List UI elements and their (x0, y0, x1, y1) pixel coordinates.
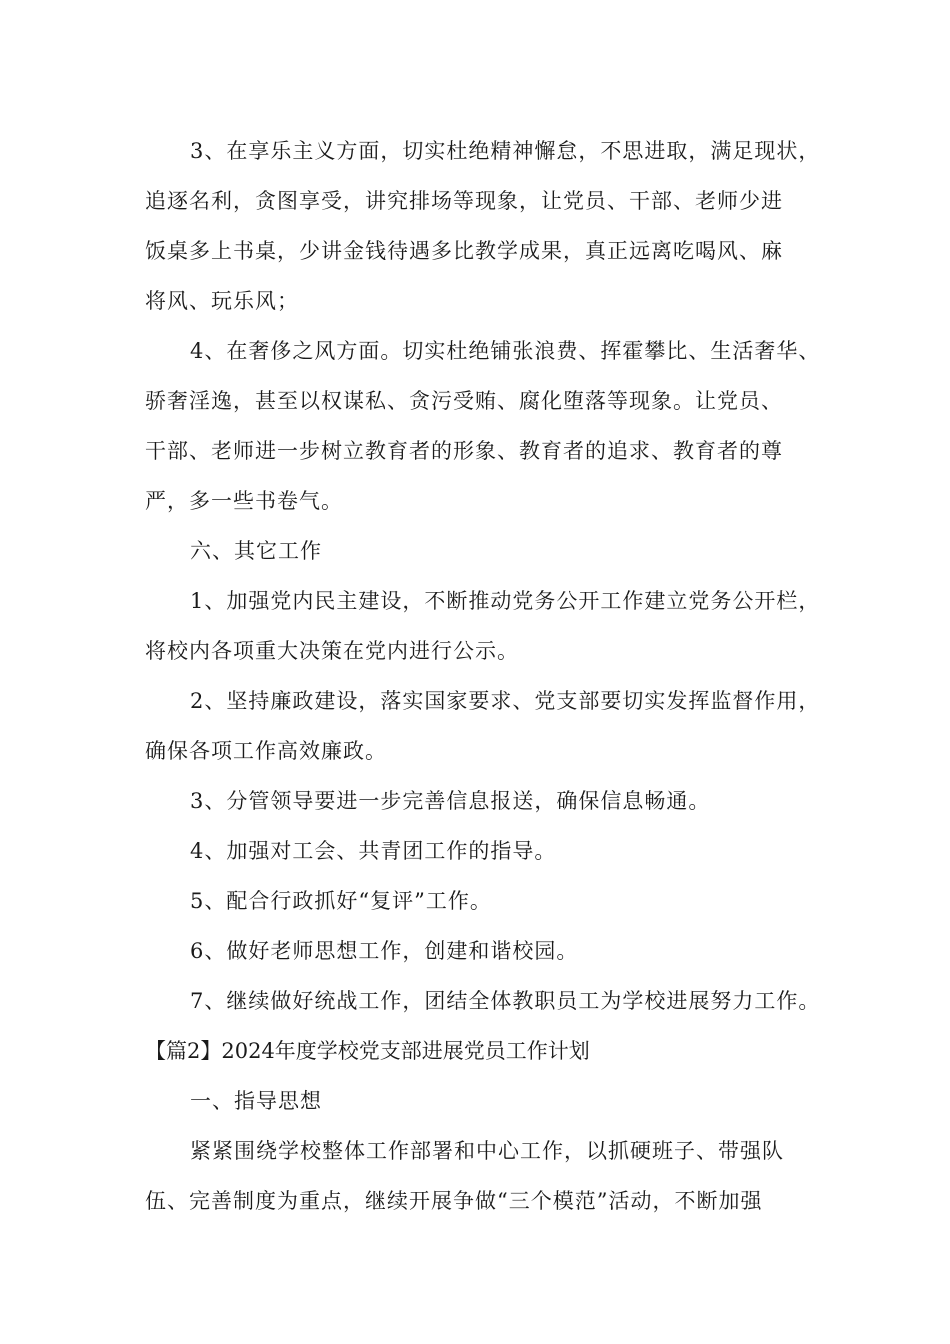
paragraph-line: 严，多一些书卷气。 (145, 489, 343, 513)
paragraph-line: 4、加强对工会、共青团工作的指导。 (190, 839, 557, 863)
paragraph-line: 紧紧围绕学校整体工作部署和中心工作，以抓硬班子、带强队 (190, 1139, 784, 1163)
paragraph-line: 追逐名利，贪图享受，讲究排场等现象，让党员、干部、老师少进 (145, 189, 783, 213)
section-heading: 一、指导思想 (190, 1089, 322, 1113)
paragraph-line: 骄奢淫逸，甚至以权谋私、贪污受贿、腐化堕落等现象。让党员、 (145, 389, 783, 413)
paragraph-line: 确保各项工作高效廉政。 (145, 739, 387, 763)
paragraph-line: 干部、老师进一步树立教育者的形象、教育者的追求、教育者的尊 (145, 439, 783, 463)
paragraph-line: 4、在奢侈之风方面。切实杜绝铺张浪费、挥霍攀比、生活奢华、 (190, 339, 821, 363)
paragraph-line: 3、分管领导要进一步完善信息报送，确保信息畅通。 (190, 789, 711, 813)
paragraph-line: 2、坚持廉政建设，落实国家要求、党支部要切实发挥监督作用， (190, 689, 821, 713)
paragraph-line: 饭桌多上书桌，少讲金钱待遇多比教学成果，真正远离吃喝风、麻 (145, 239, 783, 263)
paragraph-line: 将风、玩乐风； (145, 289, 299, 313)
paragraph-line: 伍、完善制度为重点，继续开展争做“三个模范”活动，不断加强 (145, 1189, 763, 1213)
paragraph-line: 1、加强党内民主建设，不断推动党务公开工作建立党务公开栏， (190, 589, 821, 613)
section-heading: 六、其它工作 (190, 539, 322, 563)
paragraph-line: 6、做好老师思想工作，创建和谐校园。 (190, 939, 579, 963)
paragraph-line: 5、配合行政抓好“复评”工作。 (190, 889, 492, 913)
paragraph-line: 3、在享乐主义方面，切实杜绝精神懈怠，不思进取，满足现状， (190, 139, 821, 163)
paragraph-line: 将校内各项重大决策在党内进行公示。 (145, 639, 519, 663)
paragraph-line: 7、继续做好统战工作，团结全体教职员工为学校进展努力工作。 (190, 989, 821, 1013)
article-title: 【篇2】2024年度学校党支部进展党员工作计划 (145, 1039, 590, 1063)
